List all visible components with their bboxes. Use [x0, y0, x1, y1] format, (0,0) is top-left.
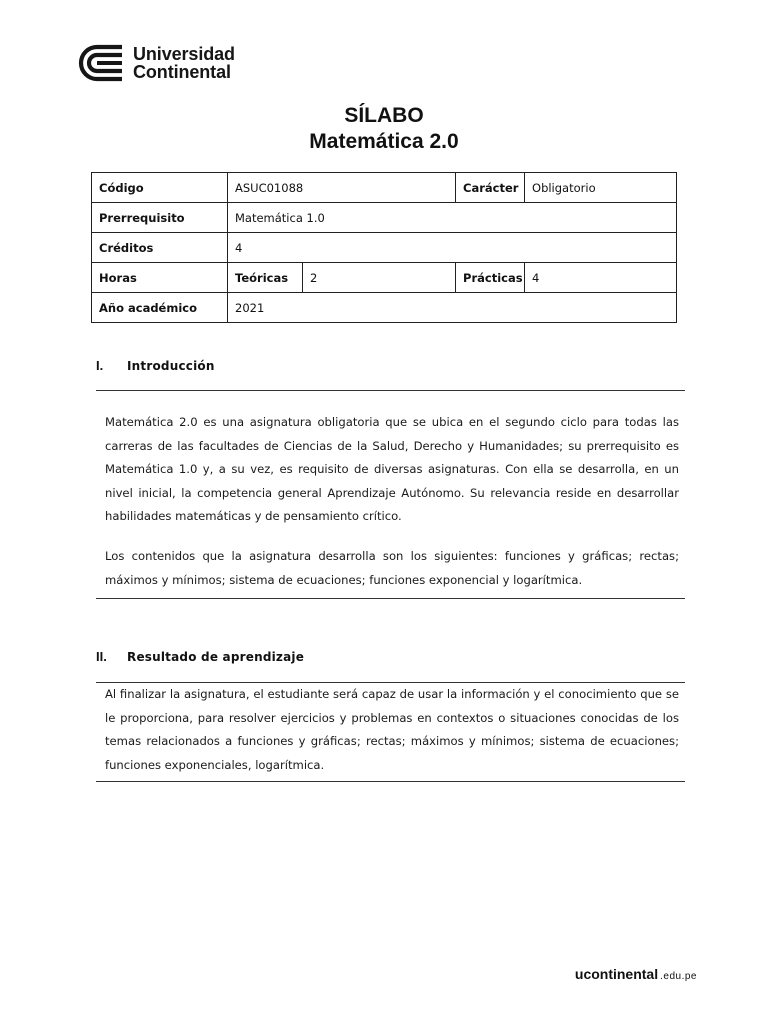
logo-line-1: Universidad: [133, 44, 235, 64]
logo-wordmark: [133, 45, 235, 81]
university-logo: [78, 43, 235, 83]
practicas-label: Prácticas: [456, 263, 525, 293]
caracter-label: Carácter: [456, 173, 525, 203]
section-title: Resultado de aprendizaje: [127, 649, 305, 664]
section-top-rule: [96, 390, 685, 391]
horas-label: Horas: [92, 263, 228, 293]
teoricas-label: Teóricas: [228, 263, 303, 293]
footer-brand: ucontinental: [574, 966, 659, 982]
uc-logo-icon: [78, 44, 124, 82]
prerrequisito-value: Matemática 1.0: [228, 203, 677, 233]
table-row: [92, 233, 677, 263]
anio-value: 2021: [228, 293, 677, 323]
resultado-paragraph: Al finalizar la asignatura, el estudiante será capaz de usar la información y el conocimiento que se le proporciona, para resolver ejercicios y problemas en contextos o situaciones conocidas de los temas relacionados a funciones y gráficas; rectas; máximos y mínimos; sistema de ecuaciones; funciones exponenciales, logarítmica.: [105, 687, 679, 772]
section-number: II.: [96, 649, 107, 664]
footer-domain: .edu.pe: [660, 971, 697, 982]
intro-paragraph-2: Los contenidos que la asignatura desarrolla son los siguientes: funciones y gráficas; rectas; máximos y mínimos; sistema de ecuaciones; funciones exponencial y logarítmica.: [105, 549, 679, 587]
table-row: [92, 293, 677, 323]
section-bottom-rule: [96, 781, 685, 782]
section-heading-introduccion: [96, 358, 215, 373]
caracter-value: Obligatorio: [525, 173, 677, 203]
creditos-label: Créditos: [92, 233, 228, 263]
intro-paragraph-1: Matemática 2.0 es una asignatura obligatoria que se ubica en el segundo ciclo para todas las carreras de las facultades de Ciencias de la Salud, Derecho y Humanidades; su prerrequisito es Matemática 1.0 y, a su vez, es requisito de diversas asignaturas. Con ella se desarrolla, en un nivel inicial, la competencia general Aprendizaje Autónomo. Su relevancia reside en desarrollar habilidades matemáticas y de pensamiento crítico.: [105, 415, 679, 523]
logo-line-2: Continental: [133, 62, 231, 82]
course-info-table: [91, 172, 677, 323]
anio-label: Año académico: [92, 293, 228, 323]
table-row: [92, 173, 677, 203]
table-row: [92, 203, 677, 233]
codigo-label: Código: [92, 173, 228, 203]
creditos-value: 4: [228, 233, 677, 263]
footer-website: [575, 966, 697, 982]
course-title: Matemática 2.0: [309, 130, 459, 153]
prerrequisito-label: Prerrequisito: [92, 203, 228, 233]
section-number: I.: [96, 358, 104, 373]
teoricas-value: 2: [303, 263, 456, 293]
table-row: [92, 263, 677, 293]
section-title: Introducción: [127, 358, 215, 373]
codigo-value: ASUC01088: [228, 173, 456, 203]
practicas-value: 4: [525, 263, 677, 293]
document-title: SÍLABO: [344, 104, 424, 127]
section-bottom-rule: [96, 598, 685, 599]
section-heading-resultado: [96, 649, 304, 664]
